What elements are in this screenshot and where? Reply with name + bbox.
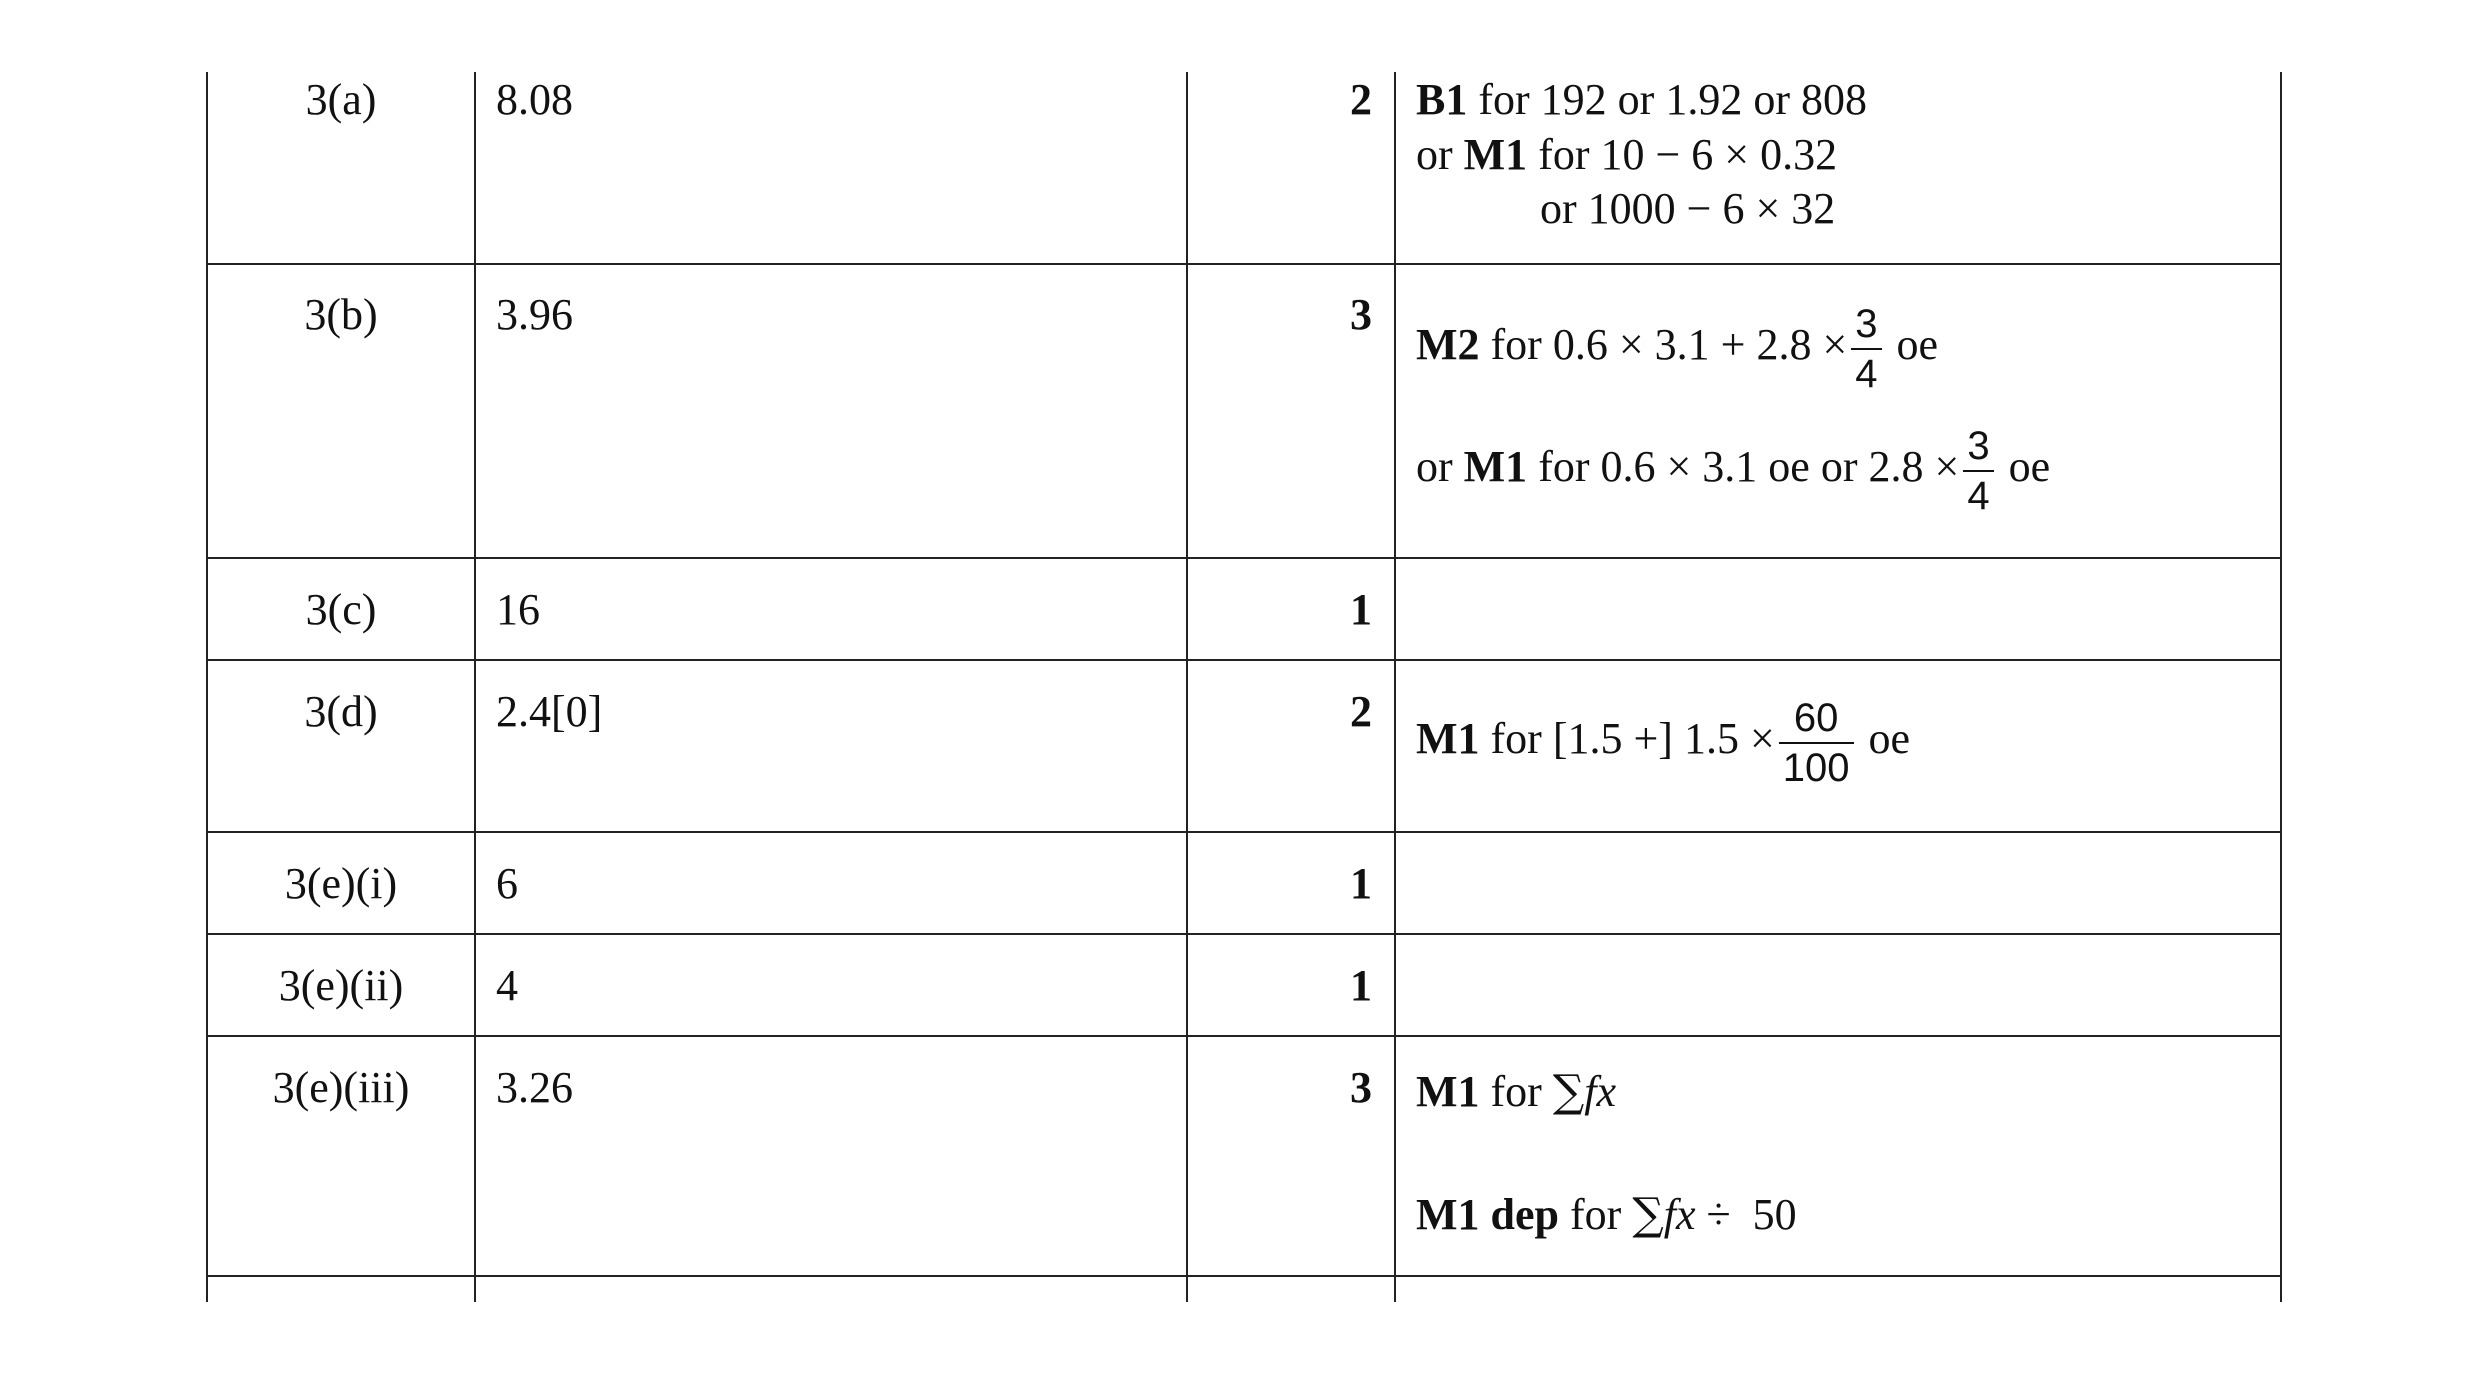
guidance-line (1540, 182, 1835, 236)
fraction (1779, 694, 1854, 792)
marks-value: 1 (1350, 859, 1372, 908)
guidance-text: or (1416, 442, 1453, 492)
guidance-line (1416, 422, 2050, 520)
guidance-text: for (1490, 1067, 1542, 1116)
guidance-line (1416, 300, 1938, 398)
guidance-text: for 0.6 × 3.1 oe or 2.8 × (1538, 442, 1960, 492)
marks-value: 2 (1350, 687, 1372, 736)
answer-value: 8.08 (496, 75, 573, 124)
answer-value: 3.96 (496, 290, 573, 339)
marks-value: 1 (1350, 585, 1372, 634)
question-number: 3(d) (304, 687, 378, 736)
guidance-text: oe (1896, 320, 1939, 370)
row-divider (206, 933, 2280, 935)
table-border-right (2280, 72, 2282, 1302)
row-divider (206, 557, 2280, 559)
guidance-text: for [1.5 +] 1.5 × (1490, 714, 1775, 764)
question-number: 3(b) (304, 290, 378, 339)
row-divider (206, 1035, 2280, 1037)
fraction-numerator: 3 (1851, 300, 1881, 350)
row-divider (206, 659, 2280, 661)
guidance-text: for 10 − 6 × 0.32 (1538, 130, 1838, 179)
fraction-denominator: 4 (1855, 352, 1878, 396)
mark-code: M2 (1416, 320, 1480, 370)
marks-value: 2 (1350, 75, 1372, 124)
mark-code: M1 (1463, 442, 1528, 492)
fraction-denominator: 100 (1782, 746, 1850, 790)
guidance-line (1416, 128, 1837, 182)
guidance-text: or (1416, 130, 1453, 179)
row-divider (206, 263, 2280, 265)
guidance-line (1416, 73, 1867, 127)
question-number: 3(c) (305, 585, 377, 634)
guidance-line (1416, 694, 1910, 792)
answer-value: 2.4[0] (496, 687, 603, 736)
guidance-text: for (1570, 1190, 1622, 1239)
row-divider (206, 831, 2280, 833)
math-expression: fx (1584, 1067, 1617, 1116)
marks-value: 3 (1350, 1063, 1372, 1112)
fraction-numerator: 60 (1779, 694, 1854, 744)
guidance-text: ÷ 50 (1706, 1190, 1797, 1239)
guidance-text: oe (1868, 714, 1911, 764)
math-expression: fx (1663, 1190, 1696, 1239)
question-number: 3(e)(i) (284, 859, 398, 908)
fraction (1851, 300, 1881, 398)
marks-value: 3 (1350, 290, 1372, 339)
mark-code: B1 (1416, 75, 1468, 124)
answer-value: 16 (496, 585, 540, 634)
guidance-text: or 1000 − 6 × 32 (1540, 184, 1836, 233)
question-number: 3(a) (305, 75, 377, 124)
table-divider-marks (1394, 72, 1396, 1302)
mark-code: M1 (1463, 130, 1528, 179)
fraction-numerator: 3 (1963, 422, 1993, 472)
fraction (1963, 422, 1993, 520)
fraction-denominator: 4 (1967, 474, 1990, 518)
guidance-text: for 0.6 × 3.1 + 2.8 × (1490, 320, 1848, 370)
marks-value: 1 (1350, 961, 1372, 1010)
summation-symbol: ∑ (1552, 1066, 1585, 1117)
question-number: 3(e)(ii) (278, 961, 404, 1010)
mark-code: M1 dep (1416, 1190, 1559, 1239)
guidance-text: oe (2008, 442, 2051, 492)
mark-code: M1 (1416, 1067, 1480, 1116)
answer-value: 4 (496, 961, 518, 1010)
guidance-line (1416, 1065, 1616, 1119)
answer-value: 6 (496, 859, 518, 908)
answer-value: 3.26 (496, 1063, 573, 1112)
guidance-text: for 192 or 1.92 or 808 (1478, 75, 1867, 124)
row-divider (206, 1275, 2280, 1277)
question-number: 3(e)(iii) (272, 1063, 410, 1112)
table-divider-question (474, 72, 476, 1302)
guidance-line (1416, 1188, 1797, 1242)
mark-code: M1 (1416, 714, 1480, 764)
summation-symbol: ∑ (1632, 1189, 1664, 1240)
